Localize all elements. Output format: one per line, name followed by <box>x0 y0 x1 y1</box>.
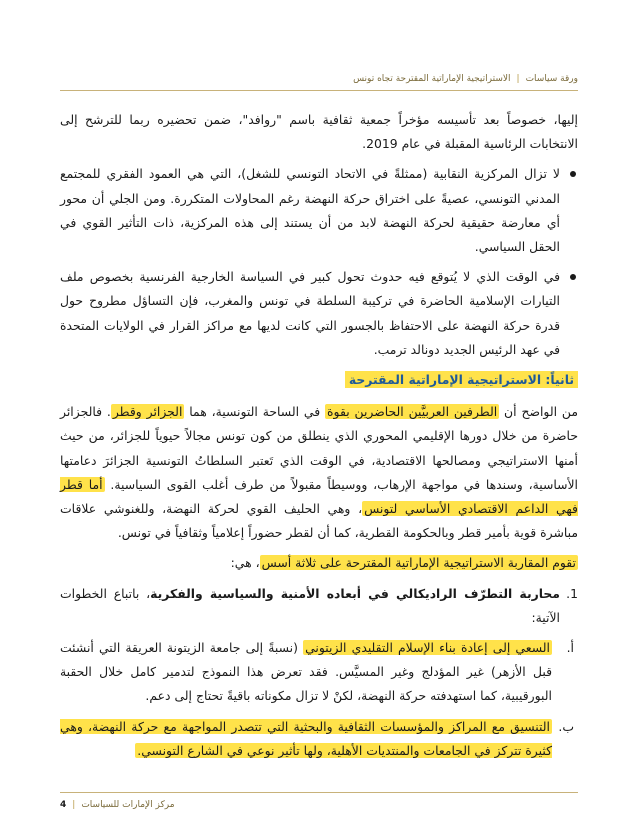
bullet-item-2 <box>60 265 578 362</box>
paragraph-3 <box>60 551 578 575</box>
bullet-item-1 <box>60 162 578 259</box>
sub-item-a-text: (نسبةً إلى جامعة الزيتونة العريقة التي أنشئت قبل الأزهر) غير المؤدلج وغير المسيَّس. فقد تعرض هذا النموذج لتدمير كامل خلال الحقبة البورقيبية، كما استهدفته حركة النهضة، لكنْ لا تزال مكوناته باقيةً تحتاج إلى دعم. <box>60 640 552 704</box>
item-1-text: ، باتباع الخطوات الآتية: <box>60 585 560 625</box>
paragraph-2-text-d: ، وهي الحليف القوي لحركة النهضة، وللغنوشي علاقات مباشرة قوية بأمير قطر وبالحكومة القطرية، كما أن لقطر حضوراً إعلامياً وثقافياً في تونس. <box>60 501 578 541</box>
footer-separator: | <box>72 800 76 810</box>
paragraph-2-text-c: . فالجزائر حاضرة من خلال دورها الإقليمي المحوري الذي ينطلق من كون تونس مجالاً حيوياً للجزائر، من حيث أمنها الاستراتيجي ومصالحها الاقتصادية، في الوقت الذي تَعتبر السلطاتُ التونسية الجزائرَ دعامتها الأساسية، وسندها في مواجهة الإرهاب، ووسيطاً مقبولاً من طرف أغلب القوى السياسية. <box>60 404 579 492</box>
running-footer <box>60 797 260 813</box>
paragraph-2 <box>60 400 578 545</box>
highlight-zaytuna: السعي إلى إعادة بناء الإسلام التقليدي الزيتوني <box>305 640 550 656</box>
highlight-three-pillars: تقوم المقاربة الاستراتيجية الإماراتية المقترحة على ثلاثة أسس <box>261 555 576 571</box>
item-number: 1. <box>566 585 578 601</box>
sub-item-b <box>60 715 578 763</box>
paragraph-1: إليها، خصوصاً بعد تأسيسه مؤخراً جمعية ثقافية باسم "روافد"، ضمن تحضيره ربما للترشح إلى الانتخابات الرئاسية المقبلة في عام 2019. <box>60 112 578 152</box>
numbered-item-1 <box>60 582 578 630</box>
highlight-two-arab-parties: الطرفين العربيَّين الحاضرين بقوة <box>327 404 498 420</box>
footer-rule <box>60 792 578 793</box>
bullet-icon <box>570 171 576 177</box>
body-text <box>60 108 578 769</box>
header-rule <box>60 90 578 91</box>
page-number: 4 <box>60 800 67 810</box>
bullet-icon <box>570 274 576 280</box>
item-1-bold: محاربة التطرّف الراديكالي في أبعاده الأمنية والسياسية والفكرية <box>150 585 560 601</box>
paragraph-2-text-a: من الواضح أن <box>499 404 578 420</box>
sub-item-letter: ب. <box>558 718 574 734</box>
paragraph-2-text-b: في الساحة التونسية، هما <box>184 404 326 420</box>
paragraph-3-text: ، هي: <box>230 555 260 571</box>
section-heading <box>60 368 578 392</box>
header-series: ورقة سياسات <box>525 74 578 84</box>
highlight-algeria-qatar: الجزائر وقطر <box>112 404 183 420</box>
header-title: الاستراتيجية الإماراتية المقترحة تجاه تونس <box>353 74 511 84</box>
header-separator: | <box>516 74 520 84</box>
section-heading-text: ثانياً: الاستراتيجية الإماراتية المقترحة <box>345 371 578 388</box>
bullet-text-2: في الوقت الذي لا يُتوقع فيه حدوث تحول كبير في السياسة الخارجية الفرنسية بخصوص ملف التيارات الإسلامية الحاضرة في تركيبة السلطة في تونس والمغرب، فإن التساؤل مطروح حول قدرة حركة النهضة على الاحتفاظ بالجسور التي كانت لديها مع مراكز القرار في الولايات المتحدة في عهد الرئيس الجديد دونالد ترمب. <box>60 269 560 357</box>
bullet-text-1: لا تزال المركزية النقابية (ممثلةً في الاتحاد التونسي للشغل)، التي هي العمود الفقري للمجتمع المدني التونسي، عصيةً على اختراق حركة النهضة رغم المحاولات المتكررة. ومن الجلي أن محور أي معارضة حقيقية لحركة النهضة لابد من أن يستند إلى هذه المركزية، ذات التأثير القوي في الحقل السياسي. <box>60 166 560 255</box>
footer-org: مركز الإمارات للسياسات <box>81 800 175 810</box>
sub-item-letter: أ. <box>566 640 574 656</box>
highlight-qatar-support: أما قطر فهي الداعم الاقتصادي الأساسي لتونس <box>60 476 578 517</box>
sub-item-a <box>60 636 578 709</box>
running-header <box>60 70 578 88</box>
highlight-coordination: التنسيق مع المراكز والمؤسسات الثقافية والبحثية التي تتصدر المواجهة مع حركة النهضة، وهي كثيرة تتركز في الجامعات والمنتديات الأهلية، ولها تأثير نوعي في الشارع التونسي. <box>60 718 552 758</box>
